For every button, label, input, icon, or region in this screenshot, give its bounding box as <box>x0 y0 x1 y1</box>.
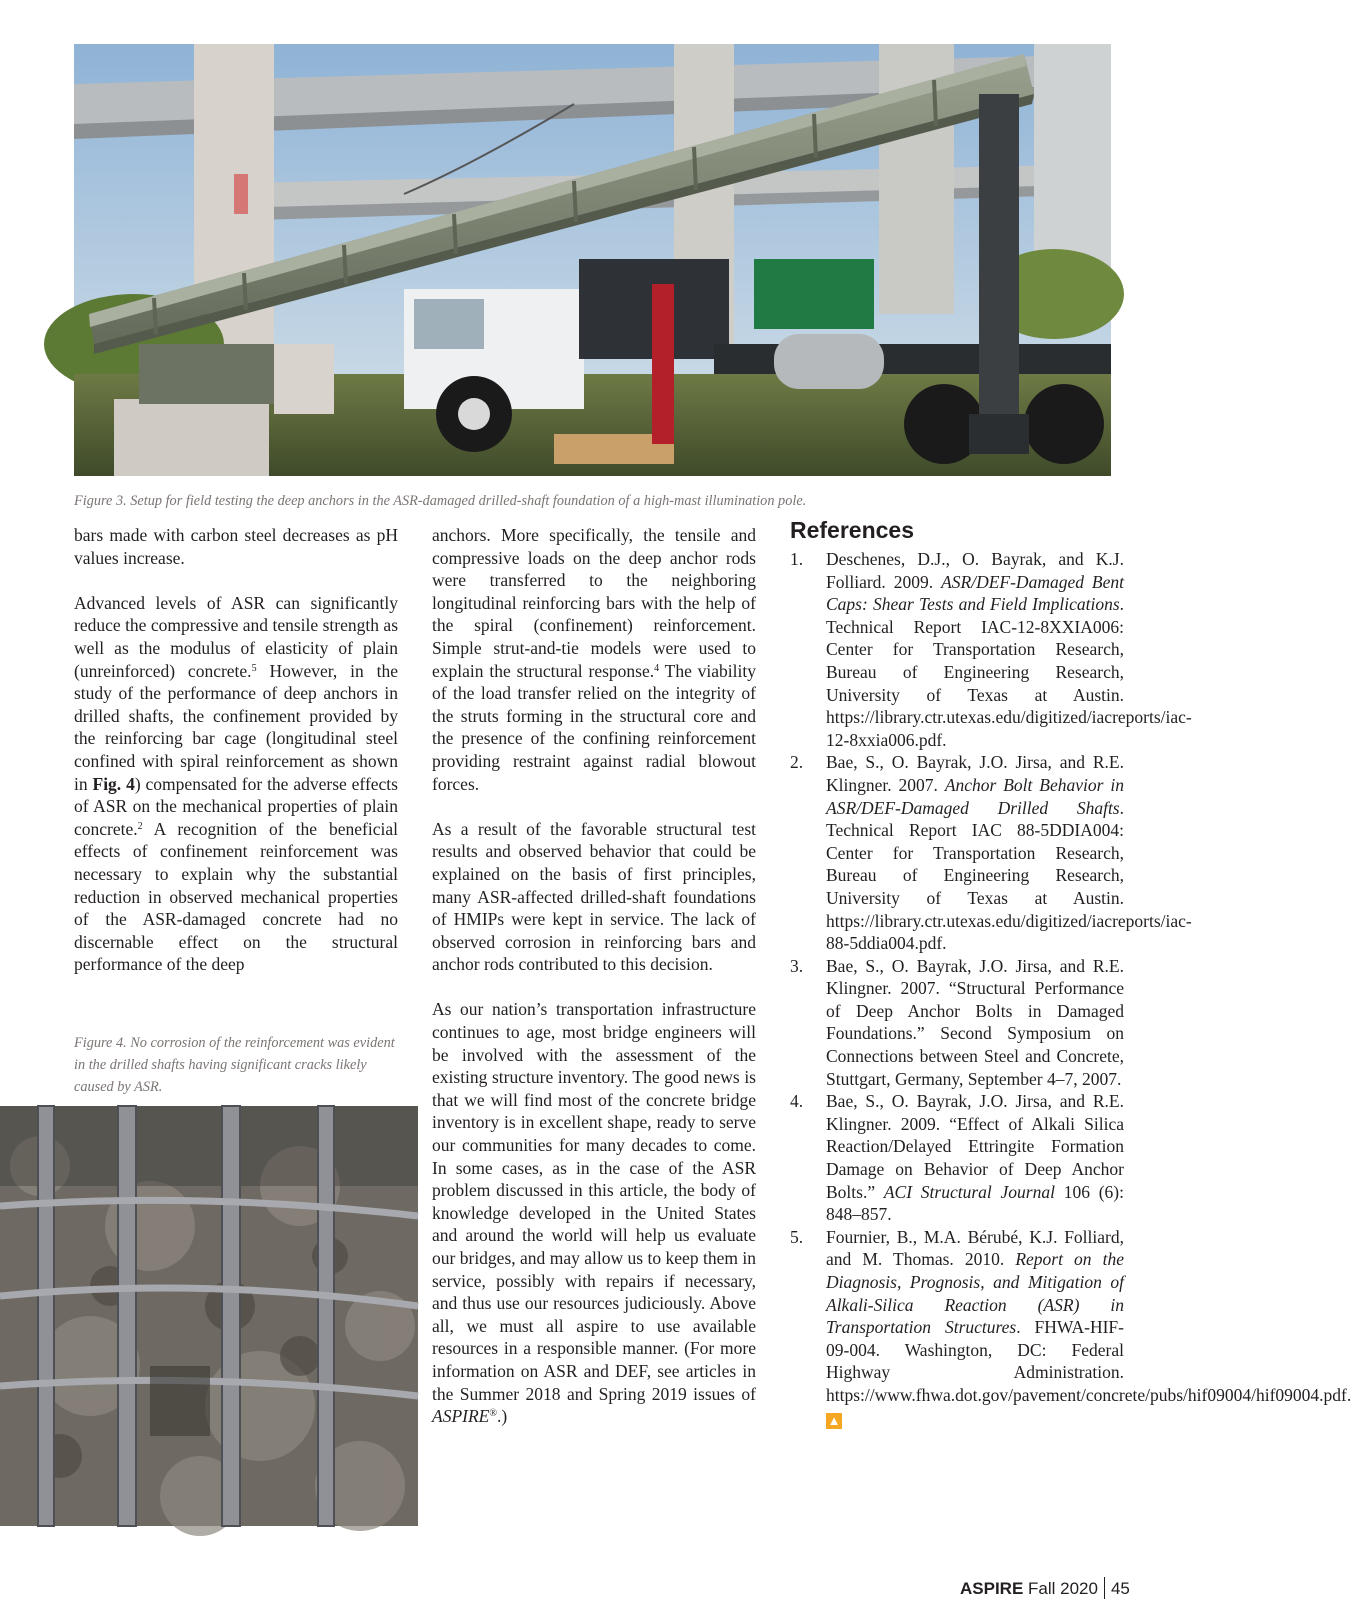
page-number: 45 <box>1110 1579 1130 1598</box>
reference-item: 5. Fournier, B., M.A. Bérubé, K.J. Folliard, and M. Thomas. 2010. Report on the Diagnosis, Prognosis, and Mitigation of Alkali-Silica Reaction (ASR) in Transportation Structures. FHWA-HIF-09-004. Washington, DC: Federal Highway Administration. https://www.fhwa.dot.gov/pavement/concrete/pubs/hif09004/hif09004.pdf. ▲ <box>790 1226 1351 1428</box>
body-column-1 <box>74 524 398 976</box>
references-column <box>790 516 1351 1429</box>
reference-item: 3. Bae, S., O. Bayrak, J.O. Jirsa, and R.E. Klingner. 2007. “Structural Performance of Deep Anchor Bolts in Damaged Foundations.” Second Symposium on Connections between Steel and Concrete, Stuttgart, Germany, September 4–7, 2007. <box>790 955 1124 1089</box>
reference-item: 4. Bae, S., O. Bayrak, J.O. Jirsa, and R.E. Klingner. 2009. “Effect of Alkali Silica Reaction/Delayed Ettringite Formation Damage on Behavior of Deep Anchor Bolts.” ACI Structural Journal 106 (6): 848–857. <box>790 1091 1124 1225</box>
aspire-end-icon: ▲ <box>827 1412 841 1428</box>
paragraph: bars made with carbon steel decreases as pH values increase. <box>74 525 398 568</box>
paragraph: As our nation’s transportation infrastructure continues to age, most bridge engineers will be involved with the assessment of the existing structure inventory. The good news is that we will find most of the concrete bridge inventory is in excellent shape, ready to serve our communities for many decades to come. In some cases, as in the case of the ASR problem discussed in this article, the body of knowledge developed in the United States and around the world will help us evaluate our bridges, and may allow us to keep them in service, possibly with repairs if necessary, and thus use our resources judiciously. Above all, we must all aspire to use available resources in a responsible manner. (For more information on ASR and DEF, see articles in the Summer 2018 and Spring 2019 issues of ASPIRE®.) <box>432 999 756 1427</box>
paragraph: As a result of the favorable structural test results and observed behavior that could be explained on the basis of first principles, many ASR-affected drilled-shaft foundations of HMIPs were kept in service. The lack of observed corrosion in reinforcing bars and anchor rods contributed to this decision. <box>432 818 756 975</box>
references-heading: References <box>790 517 915 543</box>
figure-4-reference: Fig. 4 <box>92 773 135 794</box>
paragraph: Advanced levels of ASR can significantly reduce the compressive and tensile strength as well as the modulus of elasticity of plain (unreinforced) concrete.$^5$ However, in the study of the performance of deep anchors in drilled shafts, the confinement provided by the reinforcing bar cage (longitudinal steel confined with spiral reinforcement as shown in Fig. 4) compensated for the adverse effects of ASR on the mechanical properties of plain concrete.$^2$ A recognition of the beneficial effects of confinement reinforcement was necessary to explain why the substantial reduction in observed mechanical properties of the ASR-damaged concrete had no discernable effect on the structural performance of the deep <box>74 592 398 975</box>
body-column-2 <box>432 524 756 1428</box>
paragraph: anchors. More specifically, the tensile and compressive loads on the deep anchor rods were transferred to the neighboring longitudinal reinforcing bars with the help of the spiral (confinement) reinforcement. Simple strut-and-tie models were used to explain the structural response.$^4$ The viability of the load transfer relied on the integrity of the struts forming in the structural core and the presence of the confining reinforcement providing restraint against radial blowout forces. <box>432 525 757 794</box>
reference-item: 2. Bae, S., O. Bayrak, J.O. Jirsa, and R.E. Klingner. 2007. Anchor Bolt Behavior in ASR/DEF-Damaged Drilled Shafts. Technical Report IAC 88-5DDIA004: Center for Transportation Research, Bureau of Engineering Research, University of Texas at Austin. https://library.ctr.utexas.edu/digitized/iacreports/iac-88-5ddia004.pdf. <box>790 752 1192 954</box>
figure-4-photo <box>0 1106 418 1526</box>
footer-divider <box>1104 1577 1105 1599</box>
page-footer <box>960 1577 1160 1599</box>
figure-3-caption: Figure 3. Setup for field testing the deep anchors in the ASR-damaged drilled-shaft foundation of a high-mast illumination pole. <box>74 493 807 509</box>
references-list <box>790 548 1351 1429</box>
figure-3-photo <box>74 44 1111 476</box>
issue-label: Fall 2020 <box>1028 1579 1098 1598</box>
magazine-brand: ASPIRE <box>960 1579 1024 1598</box>
reference-item: 1. Deschenes, D.J., O. Bayrak, and K.J. Folliard. 2009. ASR/DEF-Damaged Bent Caps: Shear Tests and Field Implications. Technical Report IAC-12-8XXIA006: Center for Transportation Research, Bureau of Engineering Research, University of Texas at Austin. https://library.ctr.utexas.edu/digitized/iacreports/iac-12-8xxia006.pdf. <box>790 549 1192 750</box>
figure-4-caption: Figure 4. No corrosion of the reinforcement was evident in the drilled shafts having significant cracks likely caused by ASR. <box>74 1035 395 1095</box>
